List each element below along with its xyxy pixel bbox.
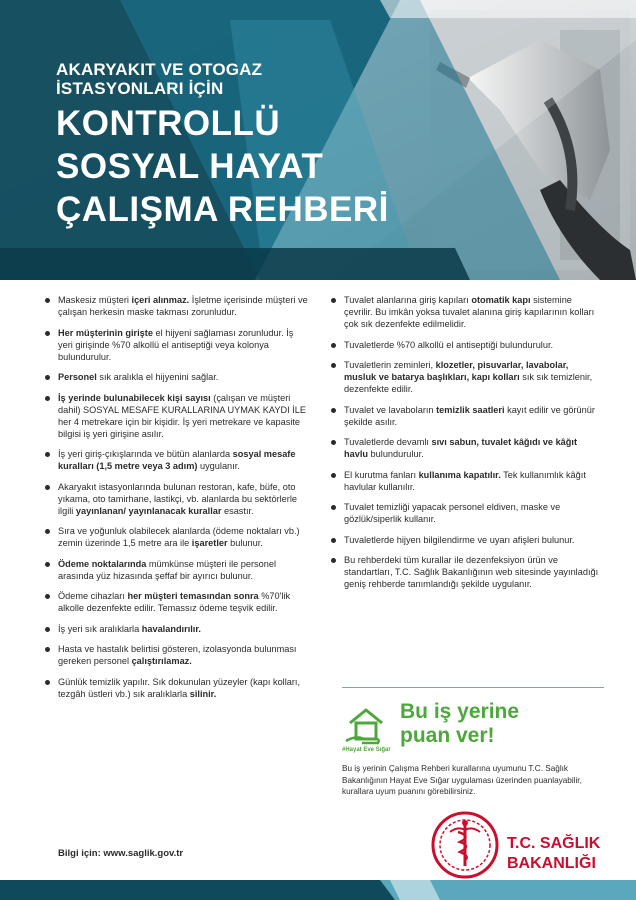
rule-text: Tuvalet alanlarına giriş kapıları <box>344 295 472 305</box>
left-rule-item <box>42 525 308 549</box>
right-rule-item <box>328 554 603 590</box>
title-line-2: SOSYAL HAYAT <box>56 147 324 186</box>
rule-text: kayıt edilir ve görünür şekilde asılır. <box>344 404 595 427</box>
rule-text: uygulanır. <box>197 461 240 471</box>
right-rules-list <box>328 294 603 590</box>
bullet-icon <box>45 375 50 380</box>
promo-title-line-2: puan ver! <box>400 724 495 747</box>
rule-text: Hasta ve hastalık belirtisi gösteren, izolasyonda bulunması gereken personel <box>58 644 297 666</box>
ministry-name-line-2: BAKANLIĞI <box>507 855 596 872</box>
bullet-icon <box>45 647 50 652</box>
rule-text-bold: işaretler <box>191 538 228 548</box>
title-line-3: ÇALIŞMA REHBERİ <box>56 190 389 229</box>
rule-text: sık aralıkla el hijyenini sağlar. <box>96 372 219 382</box>
left-rule-item <box>42 590 308 614</box>
bullet-icon <box>45 680 50 685</box>
house-hand-icon <box>342 701 390 749</box>
left-rules-column <box>42 294 308 708</box>
bullet-icon <box>331 505 336 510</box>
rule-text: mümkünse müşteri ile personel arasında yüz hizasında şeffaf bir ayırıcı bulunur. <box>58 558 277 581</box>
rule-text-bold: yayınlanan/ yayınlanacak kurallar <box>75 505 222 516</box>
left-rule-item <box>42 327 308 363</box>
left-rule-item <box>42 643 308 667</box>
rule-text-bold: temizlik saatleri <box>436 404 505 415</box>
rule-text: Sıra ve yoğunluk olabilecek alanlarda (ödeme noktaları vb.) zemin üzerinde 1,5 metre ara ile <box>58 526 300 548</box>
right-rules-column <box>328 294 603 599</box>
bullet-icon <box>45 298 50 303</box>
left-rules-list <box>42 294 308 700</box>
promo-text: Bu iş yerinin Çalışma Rehberi kurallarına uyumunu T.C. Sağlık Bakanlığının Hayat Eve Sığar uygulaması üzerinden puanlayabilir, kurallara uyum puanını görebilirsiniz. <box>342 764 582 796</box>
rule-text: sık sık temizlenir, dezenfekte edilir. <box>344 372 593 394</box>
bullet-icon <box>45 627 50 632</box>
rate-promo <box>342 687 604 796</box>
left-rule-item <box>42 481 308 517</box>
right-rule-item <box>328 294 603 330</box>
subtitle-line-2: İSTASYONLARI İÇİN <box>56 79 224 98</box>
bullet-icon <box>331 473 336 478</box>
rule-text-bold: klozetler, pisuvarlar, lavabolar, musluk ve batarya başlıkları, kapı kolları <box>344 360 569 382</box>
right-rule-item <box>328 404 603 428</box>
bullet-icon <box>45 331 50 336</box>
right-rule-item <box>328 339 603 351</box>
title-line-1: KONTROLLÜ <box>56 104 281 143</box>
rule-text-bold: Ödeme noktalarında <box>58 558 147 569</box>
ministry-seal-icon <box>430 810 500 880</box>
rule-text: İşletme içerisinde müşteri ve çalışan herkesin maske takması zorunludur. <box>58 295 308 317</box>
rule-text: el hijyeni sağlaması zorunludur. İş yeri girişinde %70 alkollü el antiseptiği veya kolonya bulundurulur. <box>58 327 294 362</box>
bullet-icon <box>331 408 336 413</box>
left-rule-item <box>42 371 308 383</box>
rule-text: Bu rehberdeki tüm kurallar ile dezenfeksiyon ürün ve standartları, T.C. Sağlık Bakanlığının web sitesinde yayınladığı geniş rehberde tanımlandığı şekilde uygulanır. <box>344 555 599 589</box>
left-rule-item <box>42 558 308 582</box>
bullet-icon <box>331 298 336 303</box>
left-rule-item <box>42 676 308 700</box>
promo-divider <box>342 687 604 688</box>
right-rule-item <box>328 534 603 546</box>
rule-text: İş yeri giriş-çıkışlarında ve bütün alanlarda <box>58 449 233 459</box>
rule-text: Günlük temizlik yapılır. Sık dokunulan yüzeyler (kapı kolları, tezgâh üstleri vb.) sık aralıklarla <box>58 676 301 699</box>
rule-text: El kurutma fanları <box>344 469 419 480</box>
rule-text: %70'lik alkolle dezenfekte edilir. Temassız ödeme teşvik edilir. <box>58 591 291 613</box>
rule-text: (çalışan ve müşteri dahil) SOSYAL MESAFE KURALLARINA UYMAK KAYDI İLE her 4 metrekare için bir kişidir. İş yeri metrekare ve kapasite bilgisi iş yeri girişine asılır. <box>58 392 306 439</box>
rule-text: bulundurulur. <box>368 449 424 459</box>
rule-text-bold: otomatik kapı <box>471 295 531 305</box>
rule-text-bold: silinir. <box>189 688 217 699</box>
bullet-icon <box>45 396 50 401</box>
bullet-icon <box>45 562 50 567</box>
rule-text: Tek kullanımlık kâğıt havlular kullanılır. <box>344 469 586 492</box>
bullet-icon <box>45 452 50 457</box>
rule-text: Maskesiz müşteri <box>58 295 132 305</box>
bullet-icon <box>331 343 336 348</box>
rule-text: İş yeri sık aralıklarla <box>58 623 142 634</box>
left-rule-item <box>42 623 308 635</box>
hayat-eve-sigar-label: #Hayat Eve Sığar <box>342 747 391 753</box>
bullet-icon <box>331 363 336 368</box>
rule-text-bold: çalıştırılamaz. <box>131 656 192 666</box>
rule-text-bold: sıvı sabun, tuvalet kâğıdı ve kâğıt havlu <box>344 437 578 459</box>
bullet-icon <box>331 440 336 445</box>
bullet-icon <box>331 558 336 563</box>
subtitle-line-1: AKARYAKIT VE OTOGAZ <box>56 60 263 79</box>
bullet-icon <box>331 538 336 543</box>
rule-text: Ödeme cihazları <box>58 591 128 601</box>
rule-text-bold: İş yerinde bulunabilecek kişi sayısı <box>58 392 211 403</box>
rule-text: esastır. <box>221 505 254 516</box>
right-rule-item <box>328 469 603 493</box>
rule-text: Tuvaletlerde hijyen bilgilendirme ve uyarı afişleri bulunur. <box>344 534 575 545</box>
rule-text-bold: Her müşterinin girişte <box>58 327 153 338</box>
rule-text-bold: havalandırılır. <box>141 623 201 634</box>
left-rule-item <box>42 392 308 440</box>
rule-text: Tuvalet temizliği yapacak personel eldiven, maske ve gözlük/siperlik kullanır. <box>344 502 561 524</box>
rule-text-bold: Personel <box>58 372 97 382</box>
ministry-name-line-1: T.C. SAĞLIK <box>507 835 601 852</box>
left-rule-item <box>42 294 308 318</box>
rule-text: Tuvaletlerde %70 alkollü el antiseptiği bulundurulur. <box>344 339 554 350</box>
footer-bar <box>0 880 636 900</box>
rule-text-bold: sosyal mesafe kuralları (1,5 metre veya 3 adım) <box>58 449 296 471</box>
rule-text: Tuvaletlerde devamlı <box>344 437 432 447</box>
bullet-icon <box>45 485 50 490</box>
rules-content <box>0 280 636 900</box>
rule-text: Tuvalet ve lavaboların <box>344 404 437 415</box>
title-block <box>56 60 389 231</box>
info-link[interactable]: Bilgi için: www.saglik.gov.tr <box>58 848 184 859</box>
rule-text-bold: içeri alınmaz. <box>131 295 190 305</box>
rule-text-bold: her müşteri temasından sonra <box>127 591 259 601</box>
rule-text: bulunur. <box>227 538 263 548</box>
right-rule-item <box>328 501 603 525</box>
promo-title-line-1: Bu iş yerine <box>400 700 520 723</box>
header-banner <box>0 0 636 280</box>
right-rule-item <box>328 436 603 460</box>
bullet-icon <box>45 594 50 599</box>
right-rule-item <box>328 359 603 395</box>
rule-text-bold: kullanıma kapatılır. <box>418 469 501 480</box>
rule-text: Tuvaletlerin zeminleri, <box>344 360 436 370</box>
left-rule-item <box>42 448 308 472</box>
bullet-icon <box>45 529 50 534</box>
rule-text: sistemine çevrilir. Bu imkân yoksa tuvalet alanına giriş kapılarının kolları çok sık dezenfekte edilmelidir. <box>344 295 595 329</box>
rule-text: Akaryakıt istasyonlarında bulunan restoran, kafe, büfe, oto yıkama, oto tamirhane, lastikçi, vb. alanlarda bu sektörlerle ilgili <box>58 481 297 516</box>
